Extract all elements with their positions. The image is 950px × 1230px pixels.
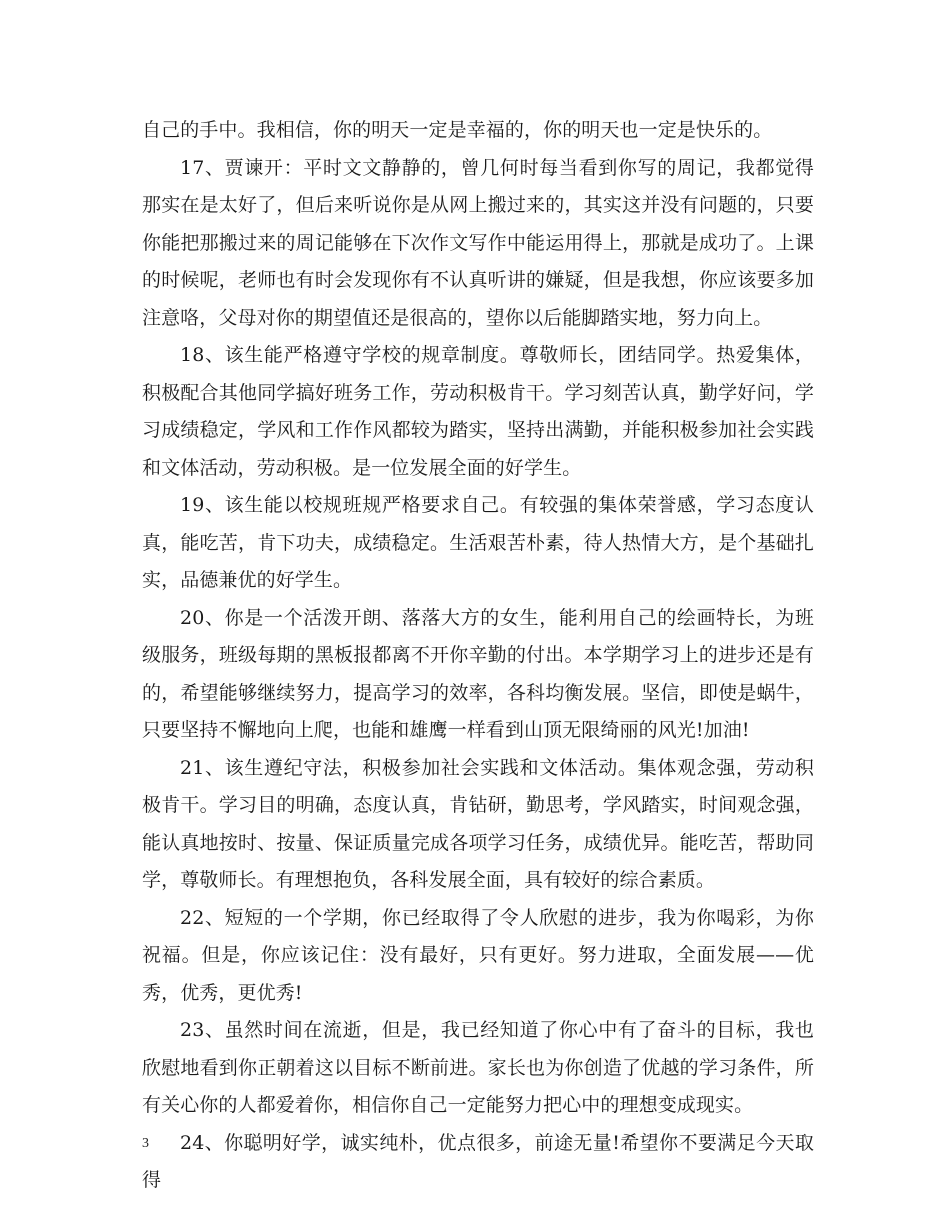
document-body bbox=[142, 112, 814, 1200]
page-number: 3 bbox=[142, 1136, 149, 1151]
paragraph-comment-21: 21、该生遵纪守法，积极参加社会实践和文体活动。集体观念强，劳动积极肯干。学习目的明确，态度认真，肯钻研，勤思考，学风踏实，时间观念强，能认真地按时、按量、保证质量完成各项学习任务，成绩优异。能吃苦，帮助同学，尊敬师长。有理想抱负，各科发展全面，具有较好的综合素质。 bbox=[142, 756, 814, 891]
paragraph-comment-20: 20、你是一个活泼开朗、落落大方的女生，能利用自己的绘画特长，为班级服务，班级每期的黑板报都离不开你辛勤的付出。本学期学习上的进步还是有的，希望能够继续努力，提高学习的效率，各科均衡发展。坚信，即使是蜗牛，只要坚持不懈地向上爬，也能和雄鹰一样看到山顶无限绮丽的风光!加油! bbox=[142, 606, 814, 741]
paragraph-continuation: 自己的手中。我相信，你的明天一定是幸福的，你的明天也一定是快乐的。 bbox=[142, 119, 773, 141]
paragraph-comment-19: 19、该生能以校规班规严格要求自己。有较强的集体荣誉感，学习态度认真，能吃苦，肯下功夫，成绩稳定。生活艰苦朴素，待人热情大方，是个基础扎实，品德兼优的好学生。 bbox=[142, 494, 814, 591]
paragraph-comment-18: 18、该生能严格遵守学校的规章制度。尊敬师长，团结同学。热爱集体，积极配合其他同学搞好班务工作，劳动积极肯干。学习刻苦认真，勤学好问，学习成绩稳定，学风和工作作风都较为踏实，坚持出满勤，并能积极参加社会实践和文体活动，劳动积极。是一位发展全面的好学生。 bbox=[142, 344, 814, 479]
paragraph-comment-24: 24、你聪明好学，诚实纯朴，优点很多，前途无量!希望你不要满足今天取得 bbox=[142, 1131, 814, 1191]
paragraph-comment-23: 23、虽然时间在流逝，但是，我已经知道了你心中有了奋斗的目标，我也欣慰地看到你正朝着这以目标不断前进。家长也为你创造了优越的学习条件，所有关心你的人都爱着你，相信你自己一定能努力把心中的理想变成现实。 bbox=[142, 1019, 814, 1116]
paragraph-comment-17: 17、贾谏开：平时文文静静的，曾几何时每当看到你写的周记，我都觉得那实在是太好了，但后来听说你是从网上搬过来的，其实这并没有问题的，只要你能把那搬过来的周记能够在下次作文写作中能运用得上，那就是成功了。上课的时候呢，老师也有时会发现你有不认真听讲的嫌疑，但是我想，你应该要多加注意咯，父母对你的期望值还是很高的，望你以后能脚踏实地，努力向上。 bbox=[142, 156, 814, 329]
paragraph-comment-22: 22、短短的一个学期，你已经取得了令人欣慰的进步，我为你喝彩，为你祝福。但是，你应该记住：没有最好，只有更好。努力进取，全面发展——优秀，优秀，更优秀! bbox=[142, 906, 814, 1004]
